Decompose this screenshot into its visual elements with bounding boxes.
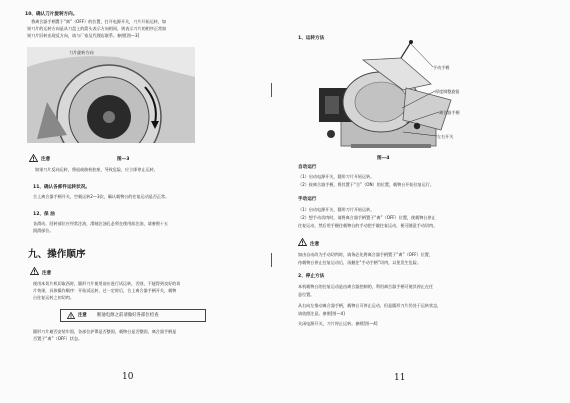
spine-mark: [271, 253, 272, 267]
blade-rotation-figure: [27, 47, 195, 143]
left-page: [0, 0, 270, 403]
note2-line-1: 使用本切片机切取西时，圆形刀片使用前应进行试运转，否则，不能得到良好的切: [33, 281, 181, 286]
s2-line-1: 本机载物台的往复运动是由离合器控制的，利用离合器手柄可使其停止在任: [298, 284, 434, 289]
s1-title: 1、运转方法: [298, 36, 325, 41]
s2-line-5: 关闭电源开关，刀片停止运转。参照[图—4]: [298, 321, 378, 326]
warning-icon: [298, 238, 307, 246]
s11-title: 11、确认各部件运转状况。: [33, 185, 90, 190]
page-number: 11: [394, 373, 406, 383]
s10-line-2: 果刀片的运转方向是从刀盘上的箭头表示方向相同，则表示刀片的相序正常如: [27, 26, 167, 31]
fig4-caption: 图—4: [377, 156, 390, 161]
s10-line-1: 将离合器手柄置于“离”（OFF）的位置，打开电源开关，刀片开始运转，如: [31, 19, 166, 24]
callout-clutch-handle: 离合器手柄: [439, 110, 460, 115]
callout-power-switch: 左右开关: [437, 134, 454, 139]
auto-step-1: （1）启动电源开关，圆形刀片开始运转。: [298, 174, 375, 179]
note2-line-3: 台往复运转之初切肉。: [33, 295, 74, 300]
auto-step-2: （2）按离合器手柄，将其置于“合”（ON）的位置，载物台开始往复运行。: [298, 182, 434, 187]
s2-line-4: 请依照注意。参照[图—4]: [298, 311, 345, 316]
notice-label: 注意: [78, 313, 87, 318]
s2-line-2: 意位置。: [298, 292, 315, 297]
callout-thickness-knob: 厚度调整旋钮: [435, 89, 460, 94]
note2-line-2: 片效果，具体操作顺序：开始试运转，过一定时后，合上离合器手柄开关，载物: [33, 288, 177, 293]
s10-line-3: 果刀片旧转出现反方向，请与厂家及代理店联系。参照[图—3]: [27, 33, 140, 38]
fig3-label: 刀片旋转方向: [69, 50, 94, 55]
s12-line-1: 各滑动、回转部位应经常注油，滑轴注油孔必须在使用前注油，请参照十五: [33, 221, 169, 226]
s11-body: 合上离合器手柄开关，空载运转2—3次，确认载物台的往复运动是否正常。: [33, 194, 170, 199]
s12-title: 12、保 油: [33, 212, 55, 217]
s12-line-2: 润滑部位。: [33, 228, 54, 233]
notice-text: 断通电源之前请做好各部位检查: [97, 313, 159, 318]
page-number: 10: [122, 372, 134, 382]
s2-title: 2、停止方法: [298, 274, 325, 279]
warning-icon: [30, 267, 39, 275]
notice-box: [60, 309, 206, 322]
after-notice-line-2: 否置于“离”（OFF）状态。: [33, 336, 83, 341]
note-label: 注意: [41, 157, 51, 162]
manual-step-3: 往复运动，然后用手握住载物台的手动把手做往复运动，便可随意手动切肉。: [298, 223, 438, 228]
note-body: 如果刀片反向运转，将退或曲机柱座，导致危险，应立即停止运转。: [35, 167, 158, 172]
chapter-title: 九、操作顺序: [28, 249, 86, 260]
callout-manual-handle: 手动手柄: [433, 65, 450, 70]
manual-title: 手动运行: [298, 197, 317, 202]
s10-title: 10、确认刀片旋转方向。: [25, 12, 78, 17]
fig3-caption: 图—3: [117, 157, 130, 162]
s2-line-3: 从右向左推动离合器手柄，载物台可停止运动，但是圆形刀片仍处于运转状态，: [298, 303, 442, 308]
right-note-line-2: 待载物台停止往复运动后，再握住“手动手柄”切肉，以免发生危险。: [298, 260, 421, 265]
right-page: [275, 0, 570, 403]
warning-icon: [29, 154, 38, 162]
right-note-label: 注意: [310, 242, 320, 247]
spine-mark: [271, 83, 272, 97]
warning-icon: [67, 312, 75, 319]
manual-step-1: （1）启动电源开关，圆形刀片开始运转。: [298, 207, 375, 212]
after-notice-line-1: 圆形刀片避否安装牢固，各部位护罩是否整固，载物台是否整固，离合器手柄是: [33, 329, 177, 334]
callout-lines: [275, 0, 570, 160]
auto-title: 自动运行: [298, 165, 317, 170]
manual-step-2: （2）想手动切肉时，请将离合器手柄置于“离”（OFF）位置，使载物台停止: [298, 215, 436, 220]
note2-label: 注意: [42, 271, 52, 276]
right-note-line-1: 如由自动改为手动切肉时，请务必先将离合器手柄置于“离”（OFF）位置，: [298, 252, 433, 257]
